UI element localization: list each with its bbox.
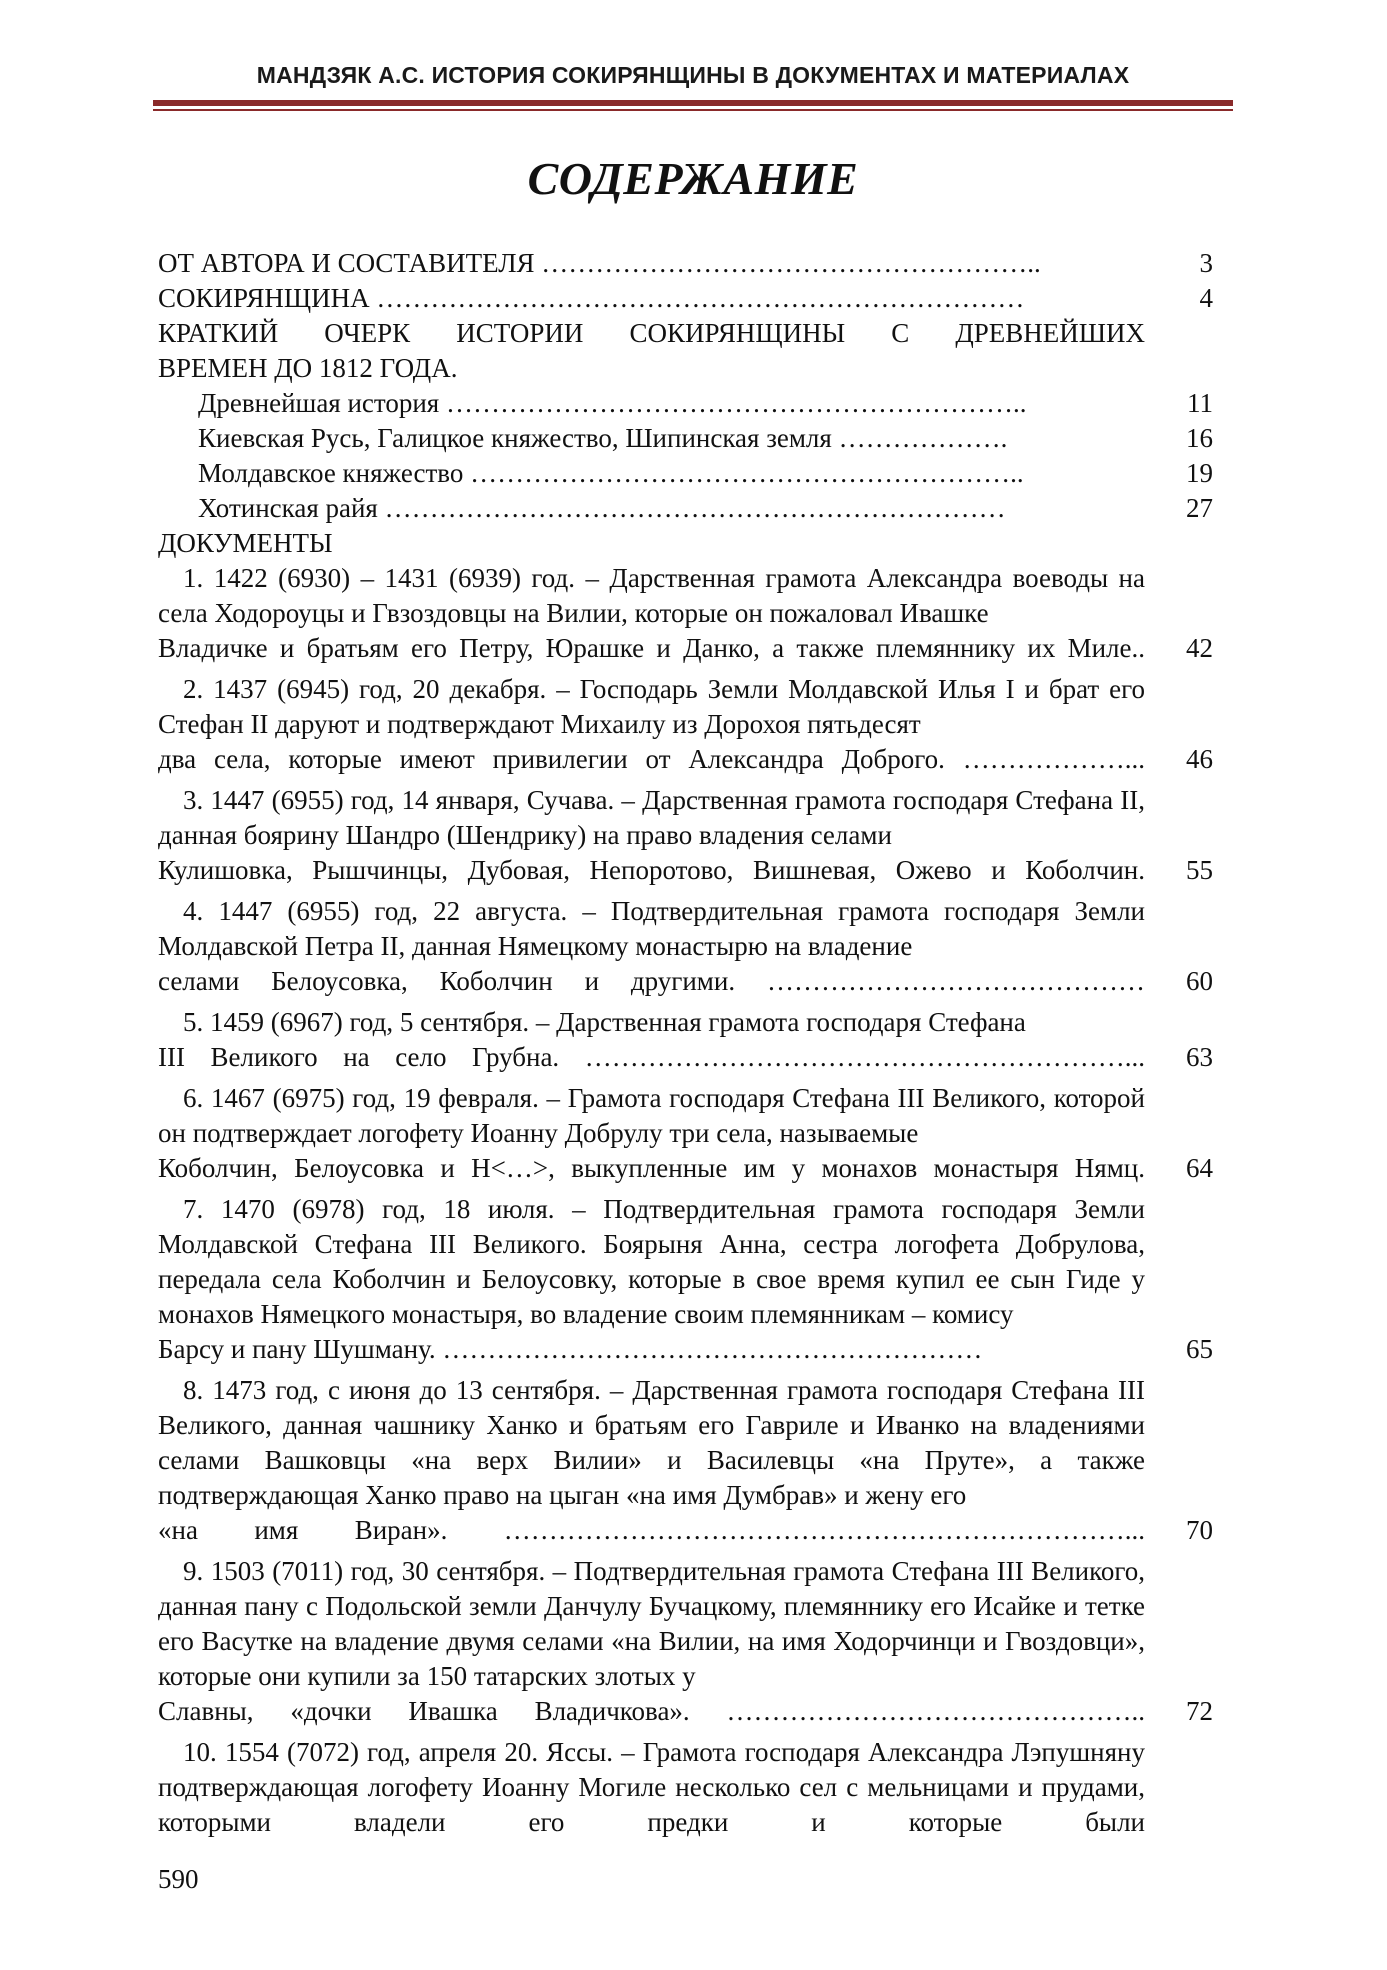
documents-heading: ДОКУМЕНТЫ — [158, 528, 333, 558]
document-entry-page: 55 — [1186, 855, 1213, 885]
toc-subentry[interactable] — [158, 386, 1213, 421]
document-entry-last-line: Славны, «дочки Ивашка Владичкова». ……………………………………….. — [158, 1696, 1145, 1726]
document-entry-page: 42 — [1186, 633, 1213, 663]
toc-entry-page: 11 — [1187, 388, 1213, 418]
document-entry-page: 63 — [1186, 1042, 1213, 1072]
document-entry-page: 72 — [1186, 1696, 1213, 1726]
document-entry-body: 3. 1447 (6955) год, 14 января, Сучава. – Дарственная грамота господаря Стефана II, данная боярину Шандро (Шендрику) на право владения селами — [158, 785, 1145, 850]
document-entry-body: 7. 1470 (6978) год, 18 июля. – Подтвердительная грамота господаря Земли Молдавской Стефана III Великого. Боярыня Анна, сестра логофета Добрулова, передала села Коболчин и Белоусовку, которые в свое время купил ее сын Гиде у монахов Нямецкого монастыря, во владение своим племянникам – комису — [158, 1194, 1145, 1329]
toc-entry-page: 4 — [1199, 283, 1213, 313]
document-entry[interactable] — [158, 894, 1213, 999]
toc-entry-text: СОКИРЯНЩИНА ……………………………………………………………… — [158, 283, 1025, 313]
document-entry[interactable] — [158, 1005, 1213, 1075]
document-entry-page: 60 — [1186, 966, 1213, 996]
document-entry-page: 70 — [1186, 1515, 1213, 1545]
document-entry-body: 2. 1437 (6945) год, 20 декабря. – Господарь Земли Молдавской Илья I и брат его Стефан II даруют и подтверждают Михаилу из Дорохоя пятьдесят — [158, 674, 1145, 739]
toc-entry-text: Хотинская райя …………………………………………………………… — [198, 493, 1006, 523]
header-rule-thin — [153, 109, 1233, 111]
history-heading-line2: ВРЕМЕН ДО 1812 ГОДА. — [158, 353, 458, 383]
document-entry-page: 46 — [1186, 744, 1213, 774]
toc-entry-page: 27 — [1186, 493, 1213, 523]
page-number: 590 — [158, 1864, 199, 1894]
document-entry-last-line: Барсу и пану Шушману. …………………………………………………… — [158, 1334, 983, 1364]
document-entry-body: 4. 1447 (6955) год, 22 августа. – Подтвердительная грамота господаря Земли Молдавской Петра II, данная Нямецкому монастырю на владение — [158, 896, 1145, 961]
table-of-contents — [158, 246, 1213, 1840]
document-entry-last-line: селами Белоусовка, Коболчин и другими. …………………………………… — [158, 966, 1145, 996]
running-header: МАНДЗЯК А.С. ИСТОРИЯ СОКИРЯНЩИНЫ В ДОКУМЕНТАХ И МАТЕРИАЛАХ — [256, 62, 1130, 88]
document-entry-body: 8. 1473 год, с июня до 13 сентября. – Дарственная грамота господаря Стефана III Великого, данная чашнику Ханко и братьям его Гавриле и Иванко на владениями селами Вашковцы «на верх Вилии» и Василевцы «на Пруте», а также подтверждающая Ханко право на цыган «на имя Думбрав» и жену его — [158, 1375, 1145, 1510]
page-title: СОДЕРЖАНИЕ — [527, 153, 859, 204]
document-entry-body: 6. 1467 (6975) год, 19 февраля. – Грамота господаря Стефана III Великого, которой он подтверждает логофету Иоанну Добрулу три села, называемые — [158, 1083, 1145, 1148]
toc-entry-text: ОТ АВТОРА И СОСТАВИТЕЛЯ ……………………………………………….. — [158, 248, 1041, 278]
document-entry[interactable] — [158, 1373, 1213, 1548]
toc-entry-page: 3 — [1199, 248, 1213, 278]
toc-subentry[interactable] — [158, 491, 1213, 526]
toc-entry-page: 16 — [1186, 423, 1213, 453]
document-entry-page: 65 — [1186, 1334, 1213, 1364]
toc-entry[interactable] — [158, 281, 1213, 316]
document-entry[interactable] — [158, 672, 1213, 777]
document-entry-body: 5. 1459 (6967) год, 5 сентября. – Дарственная грамота господаря Стефана — [183, 1007, 1026, 1037]
document-entry[interactable] — [158, 1735, 1213, 1840]
document-entry-page: 64 — [1186, 1153, 1213, 1183]
document-entry-last-line: Владичке и братьям его Петру, Юрашке и Данко, а также племяннику их Миле.. — [158, 633, 1145, 663]
document-entry-last-line: «на имя Виран». ……………………………………………………………... — [158, 1515, 1145, 1545]
document-entry-last-line: Кулишовка, Рышчинцы, Дубовая, Непоротово, Вишневая, Ожево и Коболчин. — [158, 855, 1145, 885]
document-entry[interactable] — [158, 561, 1213, 666]
document-entry[interactable] — [158, 1554, 1213, 1729]
toc-entry-text: Древнейшая история ……………………………………………………….. — [198, 388, 1027, 418]
document-entry-body: 1. 1422 (6930) – 1431 (6939) год. – Дарственная грамота Александра воеводы на села Ходороуцы и Гвзоздовцы на Вилии, которые он пожаловал Ивашке — [158, 563, 1145, 628]
toc-entry-text: Молдавское княжество …………………………………………………….. — [198, 458, 1024, 488]
document-entry-body: 9. 1503 (7011) год, 30 сентября. – Подтвердительная грамота Стефана III Великого, данная пану с Подольской земли Данчулу Бучацкому, племяннику его Исайке и тетке его Васутке на владение двумя селами «на Вилии, на имя Ходорчинци и Гвоздовци», которые они купили за 150 татарских злотых у — [158, 1556, 1145, 1691]
toc-entry-page: 19 — [1186, 458, 1213, 488]
toc-subentry[interactable] — [158, 456, 1213, 491]
toc-entry[interactable] — [158, 246, 1213, 281]
header-rule-thick — [153, 100, 1233, 106]
document-entry-last-line: Коболчин, Белоусовка и Н<…>, выкупленные им у монахов монастыря Нямц. — [158, 1153, 1145, 1183]
document-entry-body: 10. 1554 (7072) год, апреля 20. Яссы. – Грамота господаря Александра Лэпушняну подтверждающая логофету Иоанну Могиле несколько сел с мельницами и прудами, которыми владели его предки и которые были — [158, 1737, 1145, 1837]
document-entry-last-line: два села, которые имеют привилегии от Александра Доброго. ………………... — [158, 744, 1145, 774]
document-entry[interactable] — [158, 1081, 1213, 1186]
toc-entry-text: Киевская Русь, Галицкое княжество, Шипинская земля ………………. — [198, 423, 1008, 453]
document-entry-last-line: III Великого на село Грубна. ……………………………………………………... — [158, 1042, 1145, 1072]
document-entry[interactable] — [158, 783, 1213, 888]
document-entry[interactable] — [158, 1192, 1213, 1367]
toc-subentry[interactable] — [158, 421, 1213, 456]
history-heading-line1: КРАТКИЙ ОЧЕРК ИСТОРИИ СОКИРЯНЩИНЫ С ДРЕВНЕЙШИХ — [158, 318, 1145, 348]
